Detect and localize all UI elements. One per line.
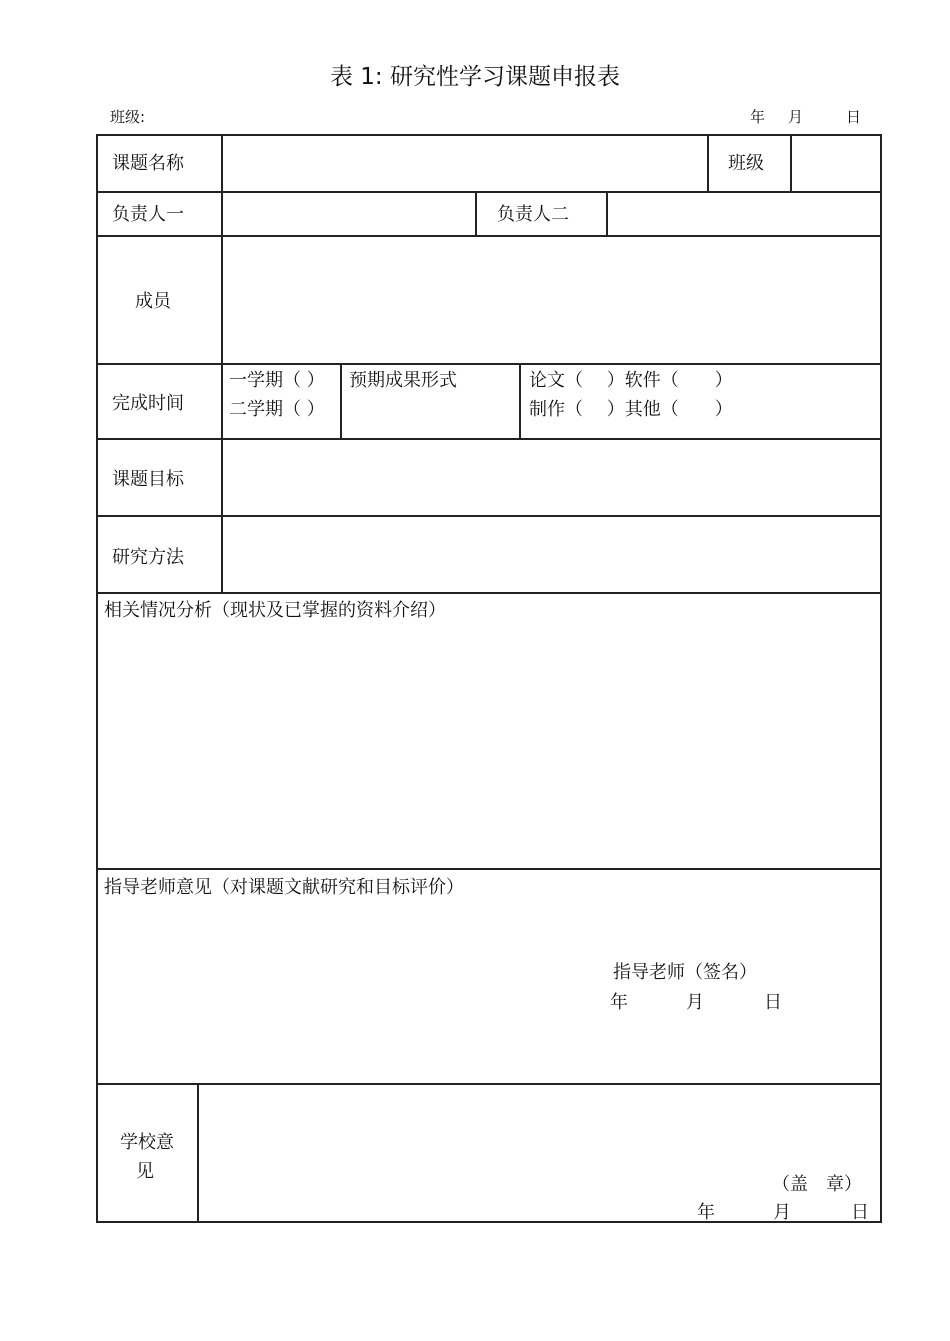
row-line [96,868,882,870]
topic-goal-field[interactable] [223,440,878,514]
class-field[interactable] [792,136,878,190]
class-label: 班级: [110,108,146,126]
seal-label: （盖 章） [772,1174,862,1195]
table-border-right [880,134,882,1223]
row-line [96,363,882,365]
teacher-opinion-label: 指导老师意见（对课题文献研究和目标评价） [104,877,464,898]
leader-one-label: 负责人一 [112,204,184,225]
col-line [519,363,521,438]
expected-result-form-label: 预期成果形式 [349,370,457,391]
teacher-date-year: 年 [610,992,628,1013]
completion-time-label: 完成时间 [112,393,184,414]
school-date-day: 日 [851,1202,869,1223]
topic-name-field[interactable] [223,136,705,190]
result-options-paper-software[interactable]: 论文（ ）软件（ ） [529,370,733,391]
header-month: 月 [788,108,804,126]
teacher-opinion-field[interactable] [98,900,598,1080]
teacher-date-day: 日 [764,992,782,1013]
result-options-production-other[interactable]: 制作（ ）其他（ ） [529,399,733,420]
members-label: 成员 [135,291,171,312]
leader-one-field[interactable] [223,193,473,234]
leader-two-field[interactable] [608,193,878,234]
topic-goal-label: 课题目标 [112,469,184,490]
analysis-label: 相关情况分析（现状及已掌握的资料介绍） [104,600,446,621]
row-line [96,1221,882,1223]
header-year: 年 [750,108,766,126]
topic-name-label: 课题名称 [112,153,184,174]
col-line [707,134,709,191]
row-line [96,592,882,594]
school-opinion-label-line2: 见 [136,1161,154,1182]
members-field[interactable] [223,237,878,361]
header-day: 日 [846,108,862,126]
semester-one-option[interactable]: 一学期（ ） [229,370,325,391]
research-method-field[interactable] [223,517,878,591]
analysis-field[interactable] [98,622,878,866]
teacher-signature-label: 指导老师（签名） [613,962,757,983]
semester-two-option[interactable]: 二学期（ ） [229,399,325,420]
class-cell-label: 班级 [728,153,764,174]
teacher-date-month: 月 [686,992,704,1013]
school-opinion-label-line1: 学校意 [120,1132,174,1153]
research-method-label: 研究方法 [112,547,184,568]
school-date-year: 年 [697,1202,715,1223]
col-line [475,191,477,235]
leader-two-label: 负责人二 [497,204,569,225]
col-line [340,363,342,438]
page-title: 表 1: 研究性学习课题申报表 [329,64,620,90]
school-opinion-field[interactable] [199,1085,759,1219]
school-date-month: 月 [773,1202,791,1223]
